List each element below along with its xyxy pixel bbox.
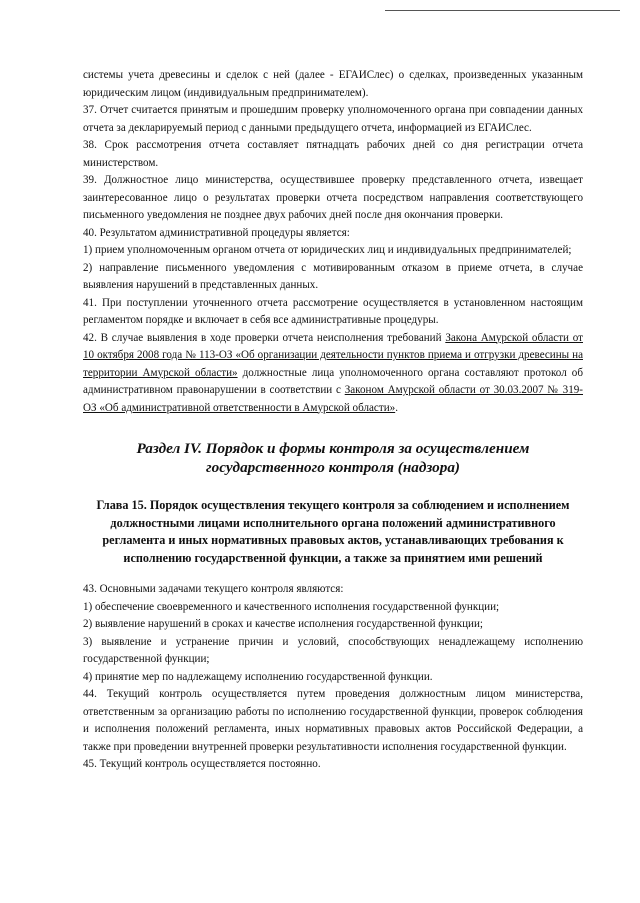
paragraph-42-text-1: 42. В случае выявления в ходе проверки отчета неисполнения требований bbox=[83, 331, 446, 344]
paragraph-44: 44. Текущий контроль осуществляется путем проведения должностным лицом министерства, ответственным за организацию работы по исполнению государственной функции, проверок соблюдения и исполнения положений регламента, иных нормативных правовых актов Российской Федерации, а также при проведении внутренней проверки результативности исполнения государственной функции. bbox=[83, 688, 583, 753]
law-link-319-oz[interactable]: Законом Амурской области от 30.03.2007 № 319-ОЗ «Об административной ответственности в Амурской области» bbox=[83, 384, 583, 414]
chapter-title: Глава 15. Порядок осуществления текущего контроля за соблюдением и исполнением должностными лицами исполнительного органа положений административного регламента и иных нормативных правовых актов, устанавливающих требования к исполнению государственной функции, а также за принятием ими решений bbox=[96, 498, 570, 565]
paragraph-continuation: системы учета древесины и сделок с ней (далее - ЕГАИСлес) о сделках, произведенных указанным юридическим лицом (индивидуальным предпринимателем). bbox=[83, 69, 583, 99]
paragraph-38: 38. Срок рассмотрения отчета составляет пятнадцать рабочих дней со дня регистрации отчета министерством. bbox=[83, 139, 583, 169]
paragraph-43-item-2: 2) выявление нарушений в сроках и качестве исполнения государственной функции; bbox=[83, 618, 483, 630]
paragraph-42-text-3: . bbox=[395, 401, 398, 414]
top-rule bbox=[385, 10, 620, 11]
paragraph-39: 39. Должностное лицо министерства, осуществившее проверку представленного отчета, извещает заинтересованное лицо о результатах проверки отчета посредством направления соответствующего письменного уведомления не позднее двух рабочих дней после дня окончания проверки. bbox=[83, 174, 583, 221]
law-link-113-oz[interactable]: Закона Амурской области от 10 октября 2008 года № 113-ОЗ «Об организации деятельности пунктов приема и отгрузки древесины на территории Амурской области» bbox=[83, 331, 583, 379]
paragraph-42-text-2: должностные лица уполномоченного органа составляют протокол об административном правонарушении в соответствии с bbox=[83, 366, 583, 396]
paragraph-43-item-4: 4) принятие мер по надлежащему исполнению государственной функции. bbox=[83, 670, 433, 683]
paragraph-40-item-2: 2) направление письменного уведомления с мотивированным отказом в приеме отчета, в случае выявления нарушений в представленных данных. bbox=[83, 261, 583, 291]
paragraph-43-item-1: 1) обеспечение своевременного и качественного исполнения государственной функции; bbox=[83, 600, 500, 613]
paragraph-43: 43. Основными задачами текущего контроля являются: bbox=[83, 583, 344, 595]
document-page bbox=[83, 67, 583, 774]
paragraph-40-item-1: 1) прием уполномоченным органом отчета от юридических лиц и индивидуальных предпринимателей; bbox=[83, 244, 572, 256]
paragraph-45: 45. Текущий контроль осуществляется постоянно. bbox=[83, 758, 321, 770]
section-title: Раздел IV. Порядок и формы контроля за осуществлением государственного контроля (надзора) bbox=[136, 440, 530, 476]
paragraph-42 bbox=[83, 330, 583, 418]
paragraph-43-item-3: 3) выявление и устранение причин и условий, способствующих ненадлежащему исполнению государственной функции; bbox=[83, 635, 583, 665]
paragraph-37: 37. Отчет считается принятым и прошедшим проверку уполномоченного органа при совпадении данных отчета за декларируемый период с данными предыдущего отчета, информацией из ЕГАИСлес. bbox=[83, 104, 583, 134]
paragraph-40: 40. Результатом административной процедуры является: bbox=[83, 226, 350, 239]
paragraph-41: 41. При поступлении уточненного отчета рассмотрение осуществляется в установленном настоящим регламентом порядке и включает в себя все административные процедуры. bbox=[83, 296, 583, 326]
